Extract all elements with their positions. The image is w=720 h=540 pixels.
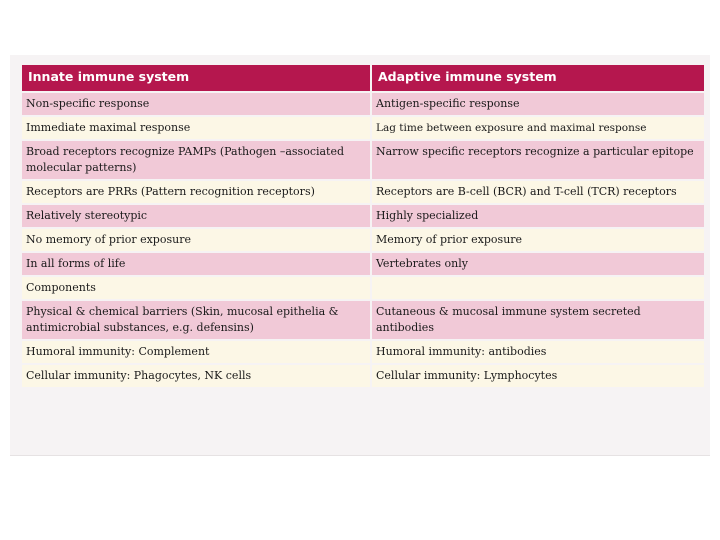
table-row (22, 181, 704, 203)
table-header-row (22, 65, 704, 91)
header-adaptive: Adaptive immune system (372, 65, 704, 91)
table-row (22, 117, 704, 139)
innate-cell: Broad receptors recognize PAMPs (Pathogen –associated molecular patterns) (22, 141, 370, 179)
immune-comparison-table (20, 63, 706, 389)
table-row (22, 277, 704, 299)
innate-cell: Receptors are PRRs (Pattern recognition receptors) (22, 181, 370, 203)
table-row (22, 253, 704, 275)
table-row (22, 141, 704, 179)
adaptive-cell: Narrow specific receptors recognize a particular epitope (372, 141, 704, 179)
table-row (22, 365, 704, 387)
adaptive-cell: Highly specialized (372, 205, 704, 227)
innate-cell: Non-specific response (22, 93, 370, 115)
adaptive-cell: Cutaneous & mucosal immune system secreted antibodies (372, 301, 704, 339)
header-innate: Innate immune system (22, 65, 370, 91)
adaptive-cell: Lag time between exposure and maximal response (372, 117, 704, 139)
adaptive-cell: Humoral immunity: antibodies (372, 341, 704, 363)
table-row (22, 341, 704, 363)
adaptive-cell (372, 277, 704, 299)
adaptive-cell: Receptors are B-cell (BCR) and T-cell (TCR) receptors (372, 181, 704, 203)
table-row (22, 229, 704, 251)
adaptive-cell: Cellular immunity: Lymphocytes (372, 365, 704, 387)
components-section-label: Components (22, 277, 370, 299)
adaptive-cell: Antigen-specific response (372, 93, 704, 115)
innate-cell: Cellular immunity: Phagocytes, NK cells (22, 365, 370, 387)
innate-cell: Relatively stereotypic (22, 205, 370, 227)
table-row (22, 93, 704, 115)
adaptive-cell: Vertebrates only (372, 253, 704, 275)
table-row (22, 205, 704, 227)
table-row (22, 301, 704, 339)
innate-cell: No memory of prior exposure (22, 229, 370, 251)
innate-cell: Physical & chemical barriers (Skin, mucosal epithelia & antimicrobial substances, e.g. defensins) (22, 301, 370, 339)
innate-cell: Immediate maximal response (22, 117, 370, 139)
innate-cell: In all forms of life (22, 253, 370, 275)
innate-cell: Humoral immunity: Complement (22, 341, 370, 363)
adaptive-cell: Memory of prior exposure (372, 229, 704, 251)
